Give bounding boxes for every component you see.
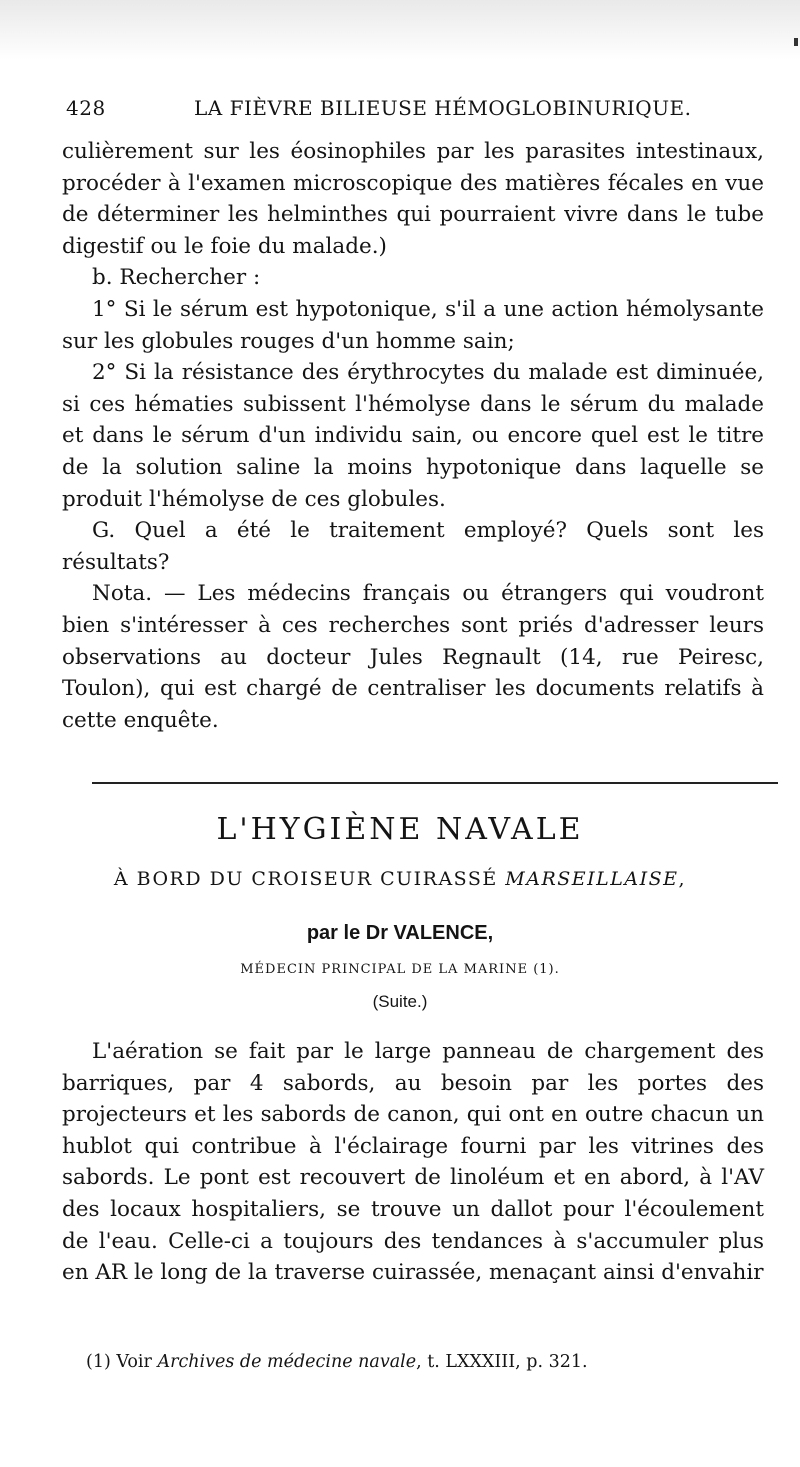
subtitle-punctuation: , [678, 868, 687, 890]
footnote-text: Voir [110, 1352, 158, 1372]
scan-shadow [0, 0, 800, 60]
paragraph: culièrement sur les éosinophiles par les parasites intestinaux, procéder à l'examen microscopique des matières fécales en vue de déterminer les helminthes qui pourraient vivre dans le tube digestif ou le foie du malade.) [62, 139, 764, 259]
section-1-body [62, 136, 764, 736]
running-title: LA FIÈVRE BILIEUSE HÉMOGLOBINURIQUE. [194, 96, 692, 120]
section-2-body [62, 1036, 764, 1289]
page-number: 428 [66, 96, 106, 120]
footnote-journal: Archives de médecine navale [157, 1352, 417, 1372]
continued-note: (Suite.) [372, 992, 428, 1011]
paragraph: L'aération se fait par le large panneau de chargement des barriques, par 4 sabords, au besoin par les portes des projecteurs et les sabords de canon, qui ont en outre chacun un hublot qui contribue à l'éclairage fourni par les vitrines des sabords. Le pont est recouvert de linoléum et en abord, à l'AV des locaux hospitaliers, se trouve un dallot pour l'écoulement de l'eau. Celle-ci a toujours des tendances à s'accumuler plus en AR le long de la traverse cuirassée, menaçant ainsi d'envahir [62, 1039, 764, 1286]
subtitle-text: À BORD DU CROISEUR CUIRASSÉ [113, 868, 506, 890]
nota-paragraph: Nota. — Les médecins français ou étrangers qui voudront bien s'intéresser à ces recherches sont priés d'adresser leurs observations au docteur Jules Regnault (14, rue Peiresc, Toulon), qui est chargé de centraliser les documents relatifs à cette enquête. [62, 581, 764, 733]
paragraph: 2° Si la résistance des érythrocytes du malade est diminuée, si ces hématies subissent l'hémolyse dans le sérum du malade et dans le sérum d'un individu sain, ou encore quel est le titre de la solution saline la moins hypotonique dans laquelle se produit l'hémolyse de ces globules. [62, 360, 764, 512]
paragraph: G. Quel a été le traitement employé? Quels sont les résultats? [62, 518, 764, 575]
article-subtitle [0, 868, 800, 890]
footnote-marker: (1) [86, 1352, 111, 1372]
ship-name: MARSEILLAISE [505, 868, 679, 890]
paragraph: 1° Si le sérum est hypotonique, s'il a une action hémolysante sur les globules rouges d'un homme sain; [62, 296, 764, 354]
footnote [86, 1352, 766, 1372]
footnote-reference: , t. LXXXIII, p. 321. [416, 1352, 588, 1372]
article-title: L'HYGIÈNE NAVALE [216, 812, 584, 847]
author-role: MÉDECIN PRINCIPAL DE LA MARINE (1). [240, 962, 560, 977]
section-divider [92, 782, 778, 784]
scan-speck [794, 38, 798, 46]
byline: par le Dr VALENCE, [306, 922, 494, 944]
paragraph: b. Rechercher : [92, 265, 261, 291]
running-head [66, 96, 746, 128]
